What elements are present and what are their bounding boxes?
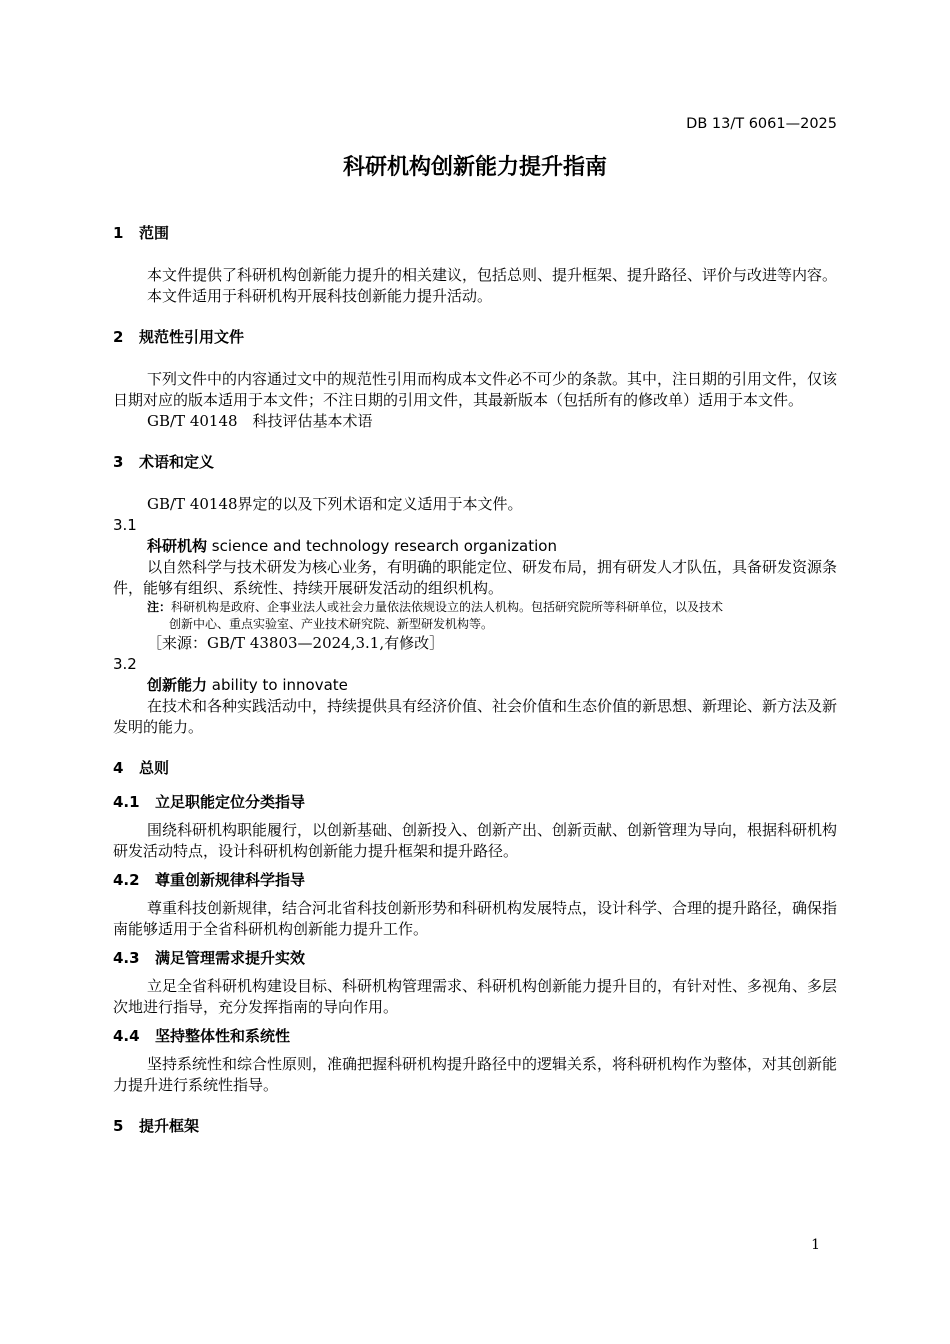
section-number: 3 — [113, 453, 124, 471]
standard-code: DB 13/T 6061—2025 — [686, 116, 837, 132]
term-note — [113, 599, 837, 633]
subsection-number: 4.2 — [113, 871, 140, 889]
subsection-number: 4.1 — [113, 793, 140, 811]
section-title: 术语和定义 — [139, 453, 215, 471]
note-line: 科研机构是政府、企事业法人或社会力量依法依规设立的法人机构。包括研究院所等科研单位，以及技术 — [171, 600, 724, 614]
section-number: 2 — [113, 328, 124, 346]
term-entry — [113, 675, 837, 696]
section-title: 规范性引用文件 — [139, 328, 245, 346]
note-label: 注： — [147, 600, 172, 614]
paragraph: 下列文件中的内容通过文中的规范性引用而构成本文件必不可少的条款。其中，注日期的引用文件，仅该日期对应的版本适用于本文件；不注日期的引用文件，其最新版本（包括所有的修改单）适用于本文件。 — [113, 370, 838, 409]
term-number: 3.1 — [113, 516, 137, 534]
term-source: ［来源：GB/T 43803—2024,3.1,有修改］ — [147, 634, 445, 652]
section-heading-framework — [113, 1116, 837, 1136]
term-en: science and technology research organization — [211, 537, 557, 555]
subsection-number: 4.3 — [113, 949, 140, 967]
subsection-heading — [113, 792, 837, 812]
section-number: 4 — [113, 759, 124, 777]
term-number: 3.2 — [113, 655, 137, 673]
subsection-number: 4.4 — [113, 1027, 140, 1045]
paragraph: 立足全省科研机构建设目标、科研机构管理需求、科研机构创新能力提升目的，有针对性、多视角、多层次地进行指导，充分发挥指南的导向作用。 — [113, 977, 838, 1016]
subsection-title: 坚持整体性和系统性 — [155, 1027, 291, 1045]
section-title: 总则 — [139, 759, 170, 777]
subsection-heading — [113, 1026, 837, 1046]
section-heading-scope — [113, 223, 837, 243]
paragraph: 本文件提供了科研机构创新能力提升的相关建议，包括总则、提升框架、提升路径、评价与改进等内容。 — [147, 266, 838, 284]
paragraph: 本文件适用于科研机构开展科技创新能力提升活动。 — [147, 287, 493, 305]
page-number: 1 — [811, 1237, 820, 1253]
section-title: 范围 — [139, 224, 170, 242]
term-en: ability to innovate — [211, 676, 348, 694]
reference-entry: GB/T 40148 科技评估基本术语 — [147, 412, 373, 430]
term-definition: 在技术和各种实践活动中，持续提供具有经济价值、社会价值和生态价值的新思想、新理论、新方法及新发明的能力。 — [113, 697, 838, 736]
subsection-heading — [113, 948, 837, 968]
paragraph: 尊重科技创新规律，结合河北省科技创新形势和科研机构发展特点，设计科学、合理的提升路径，确保指南能够适用于全省科研机构创新能力提升工作。 — [113, 899, 838, 938]
section-number: 1 — [113, 224, 124, 242]
section-number: 5 — [113, 1117, 124, 1135]
section-title: 提升框架 — [139, 1117, 200, 1135]
paragraph: GB/T 40148界定的以及下列术语和定义适用于本文件。 — [147, 495, 523, 513]
paragraph: 坚持系统性和综合性原则，准确把握科研机构提升路径中的逻辑关系，将科研机构作为整体，对其创新能力提升进行系统性指导。 — [113, 1055, 838, 1094]
paragraph: 围绕科研机构职能履行，以创新基础、创新投入、创新产出、创新贡献、创新管理为导向，根据科研机构研发活动特点，设计科研机构创新能力提升框架和提升路径。 — [113, 821, 838, 860]
subsection-heading — [113, 870, 837, 890]
document-body — [113, 223, 837, 1136]
term-entry — [113, 536, 837, 557]
subsection-title: 满足管理需求提升实效 — [155, 949, 306, 967]
document-title: 科研机构创新能力提升指南 — [342, 155, 607, 180]
term-definition: 以自然科学与技术研发为核心业务，有明确的职能定位、研发布局，拥有研发人才队伍，具备研发资源条件，能够有组织、系统性、持续开展研发活动的组织机构。 — [113, 558, 838, 597]
section-heading-terms — [113, 452, 837, 472]
section-heading-general — [113, 758, 837, 778]
term-zh: 创新能力 — [147, 676, 208, 694]
subsection-title: 尊重创新规律科学指导 — [155, 871, 306, 889]
note-line: 创新中心、重点实验室、产业技术研究院、新型研发机构等。 — [169, 617, 494, 631]
subsection-title: 立足职能定位分类指导 — [155, 793, 306, 811]
section-heading-normative-references — [113, 327, 837, 347]
term-zh: 科研机构 — [147, 537, 208, 555]
